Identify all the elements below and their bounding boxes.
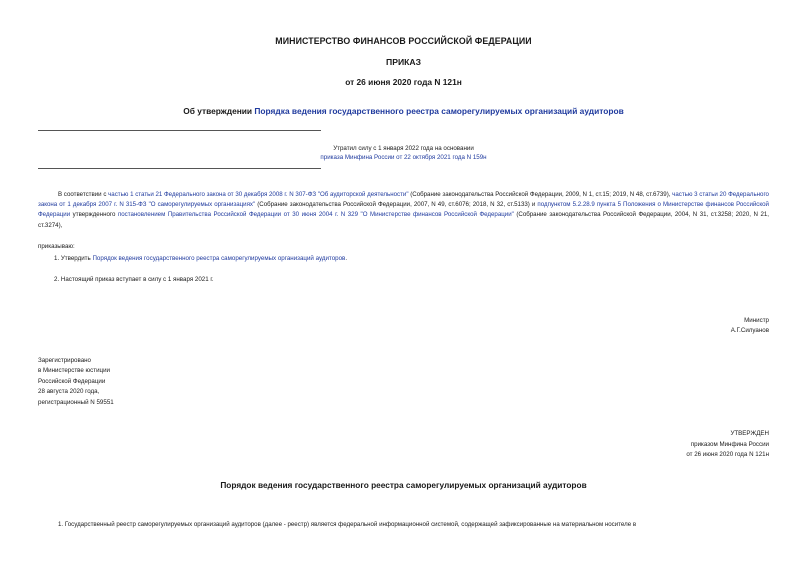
preamble-link-4[interactable]: постановлением Правительства Российской Федерации от 30 июня 2004 г. N 329 "О Министерстве финансов Российской Федерации"	[117, 211, 514, 219]
doc-type-heading: ПРИКАЗ	[386, 57, 421, 67]
divider-top	[38, 130, 321, 131]
preamble-text-3: (Собрание законодательства Российской Федерации, 2007, N 49, ст.6076; 2018, N 32, ст.5133) и	[255, 201, 538, 209]
preamble-link-2[interactable]: частью 3 статьи 20 Федерального закона от 1 декабря 2007 г. N 315-ФЗ "О саморегулируемых организациях"	[38, 191, 769, 209]
status-note-link[interactable]: приказа Минфина России от 22 октября 2021 года N 159н	[320, 154, 487, 161]
preamble-text-4: утвержденного	[70, 211, 118, 219]
procedure-title: Порядок ведения государственного реестра саморегулируемых организаций аудиторов	[220, 480, 587, 490]
registration-line-4: 28 августа 2020 года,	[38, 388, 100, 396]
registration-block	[38, 356, 114, 408]
order-item-1	[54, 254, 347, 264]
preamble-text-2: (Собрание законодательства Российской Федерации, 2009, N 1, ст.15; 2019, N 48, ст.6739),	[408, 191, 673, 198]
registration-line-1: Зарегистрировано	[38, 357, 91, 364]
title-prefix: Об утверждении	[183, 106, 255, 116]
preamble-text-1: В соответствии с	[58, 191, 109, 198]
registration-line-3: Российской Федерации	[38, 377, 106, 385]
preamble-link-1[interactable]: частью 1 статьи 21 Федерального закона от 30 декабря 2008 г. N 307-ФЗ "Об аудиторской деятельности"	[108, 191, 409, 198]
title-link[interactable]: Порядка ведения государственного реестра саморегулируемых организаций аудиторов	[254, 106, 624, 116]
order-word: приказываю:	[38, 243, 75, 250]
item1-prefix: 1. Утвердить	[54, 255, 93, 262]
approved-block	[500, 429, 769, 461]
divider-bottom	[38, 168, 321, 169]
status-note	[0, 144, 807, 162]
approved-line-1: УТВЕРЖДЕН	[730, 430, 769, 437]
registration-line-5: регистрационный N 59551	[38, 398, 114, 406]
procedure-item-1: 1. Государственный реестр саморегулируемых организаций аудиторов (далее - реестр) является федеральной информационной системой, содержащей зафиксированные на материальном носителе в	[58, 521, 637, 528]
approved-line-2: приказом Минфина России	[690, 440, 769, 448]
ministry-heading: МИНИСТЕРСТВО ФИНАНСОВ РОССИЙСКОЙ ФЕДЕРАЦИИ	[275, 36, 532, 46]
registration-line-2: в Министерстве юстиции	[38, 367, 111, 375]
signature-position: Министр	[744, 317, 769, 324]
preamble-paragraph	[38, 190, 769, 231]
document-title	[0, 106, 807, 116]
signature-block	[500, 316, 769, 336]
preamble-link-3[interactable]: подпунктом 5.2.28.9 пункта 5 Положения о Министерстве финансов Российской Федерации	[38, 201, 769, 219]
doc-date-number: от 26 июня 2020 года N 121н	[345, 77, 462, 87]
item1-suffix: .	[345, 255, 348, 262]
order-item-2: 2. Настоящий приказ вступает в силу с 1 января 2021 г.	[54, 276, 214, 283]
status-note-text: Утратил силу с 1 января 2022 года на основании	[333, 145, 474, 152]
approved-line-3: от 26 июня 2020 года N 121н	[686, 451, 769, 459]
item1-link[interactable]: Порядок ведения государственного реестра саморегулируемых организаций аудиторов	[92, 255, 346, 262]
preamble-text-5: (Собрание законодательства Российской Федерации, 2004, N 31, ст.3258; 2020, N 21, ст.3274),	[38, 211, 769, 229]
signature-name: А.Г.Силуанов	[730, 327, 769, 334]
